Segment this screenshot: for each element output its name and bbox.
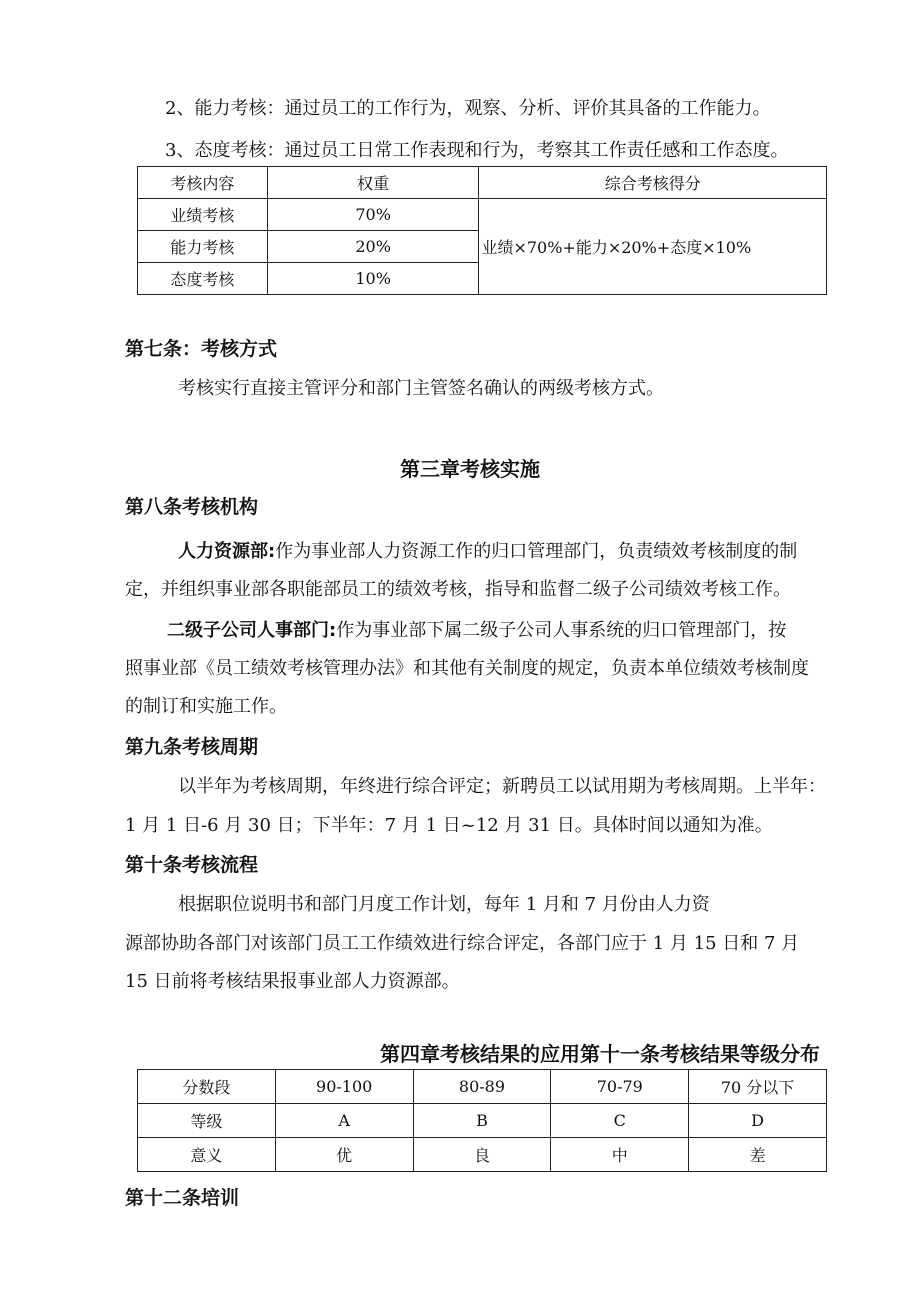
article8-hr-line1 bbox=[178, 541, 797, 563]
weights-header-score: 综合考核得分 bbox=[479, 167, 827, 199]
table-row bbox=[138, 199, 827, 231]
grade-cell: 中 bbox=[551, 1138, 689, 1172]
grade-cell: 意义 bbox=[138, 1138, 276, 1172]
grade-cell: C bbox=[551, 1104, 689, 1138]
table-row bbox=[138, 1138, 827, 1172]
grade-cell: 90-100 bbox=[275, 1070, 413, 1104]
grade-cell: 70-79 bbox=[551, 1070, 689, 1104]
weights-header-content: 考核内容 bbox=[138, 167, 268, 199]
grade-cell: 差 bbox=[689, 1138, 827, 1172]
article8-sub-line1 bbox=[167, 620, 786, 642]
grade-cell: 良 bbox=[413, 1138, 551, 1172]
article8-title: 第八条考核机构 bbox=[125, 496, 259, 518]
grade-cell: D bbox=[689, 1104, 827, 1138]
grade-cell: 优 bbox=[275, 1138, 413, 1172]
weights-row-content: 业绩考核 bbox=[138, 199, 268, 231]
weights-row-weight: 70% bbox=[267, 199, 479, 231]
article8-sub-line2: 照事业部《员工绩效考核管理办法》和其他有关制度的规定，负责本单位绩效考核制度 bbox=[125, 658, 809, 679]
weights-row-weight: 20% bbox=[267, 231, 479, 263]
table-row bbox=[138, 167, 827, 199]
grade-cell: 分数段 bbox=[138, 1070, 276, 1104]
weights-table bbox=[137, 166, 827, 295]
chapter4-title: 第四章考核结果的应用第十一条考核结果等级分布 bbox=[380, 1042, 820, 1066]
article9-line2: 1 月 1 日-6 月 30 日；下半年：7 月 1 日~12 月 31 日。具体时间以通知为准。 bbox=[125, 815, 773, 836]
article8-sub-line3: 的制订和实施工作。 bbox=[125, 696, 287, 717]
chapter3-title: 第三章考核实施 bbox=[400, 457, 540, 481]
article10-line2: 源部协助各部门对该部门员工工作绩效进行综合评定，各部门应于 1 月 15 日和 7 月 bbox=[125, 933, 800, 954]
article9-title: 第九条考核周期 bbox=[125, 736, 259, 758]
table-row bbox=[138, 1070, 827, 1104]
article10-line3: 15 日前将考核结果报事业部人力资源部。 bbox=[125, 971, 460, 992]
grade-cell: A bbox=[275, 1104, 413, 1138]
article12-title: 第十二条培训 bbox=[125, 1187, 240, 1209]
sub-company-label: 二级子公司人事部门: bbox=[167, 620, 337, 641]
grade-table bbox=[137, 1069, 827, 1172]
grade-cell: 70 分以下 bbox=[689, 1070, 827, 1104]
article10-line1: 根据职位说明书和部门月度工作计划，每年 1 月和 7 月份由人力资 bbox=[178, 894, 710, 915]
intro-item-3: 3、态度考核：通过员工日常工作表现和行为，考察其工作责任感和工作态度。 bbox=[165, 140, 789, 161]
intro-item-2: 2、能力考核：通过员工的工作行为，观察、分析、评价其具备的工作能力。 bbox=[165, 98, 771, 119]
weights-row-weight: 10% bbox=[267, 263, 479, 295]
article9-line1: 以半年为考核周期，年终进行综合评定；新聘员工以试用期为考核周期。上半年： bbox=[178, 776, 826, 797]
weights-formula: 业绩×70%+能力×20%+态度×10% bbox=[479, 199, 827, 295]
grade-cell: B bbox=[413, 1104, 551, 1138]
sub-company-text: 作为事业部下属二级子公司人事系统的归口管理部门，按 bbox=[336, 620, 787, 641]
weights-header-weight: 权重 bbox=[267, 167, 479, 199]
weights-row-content: 能力考核 bbox=[138, 231, 268, 263]
article10-title: 第十条考核流程 bbox=[125, 854, 259, 876]
article8-hr-line2: 定，并组织事业部各职能部员工的绩效考核，指导和监督二级子公司绩效考核工作。 bbox=[125, 579, 791, 600]
grade-cell: 80-89 bbox=[413, 1070, 551, 1104]
hr-department-label: 人力资源部: bbox=[178, 541, 276, 562]
hr-department-text: 作为事业部人力资源工作的归口管理部门，负责绩效考核制度的制 bbox=[275, 541, 798, 562]
article7-body: 考核实行直接主管评分和部门主管签名确认的两级考核方式。 bbox=[178, 378, 664, 399]
table-row bbox=[138, 1104, 827, 1138]
grade-cell: 等级 bbox=[138, 1104, 276, 1138]
article7-title: 第七条：考核方式 bbox=[125, 338, 278, 360]
weights-row-content: 态度考核 bbox=[138, 263, 268, 295]
